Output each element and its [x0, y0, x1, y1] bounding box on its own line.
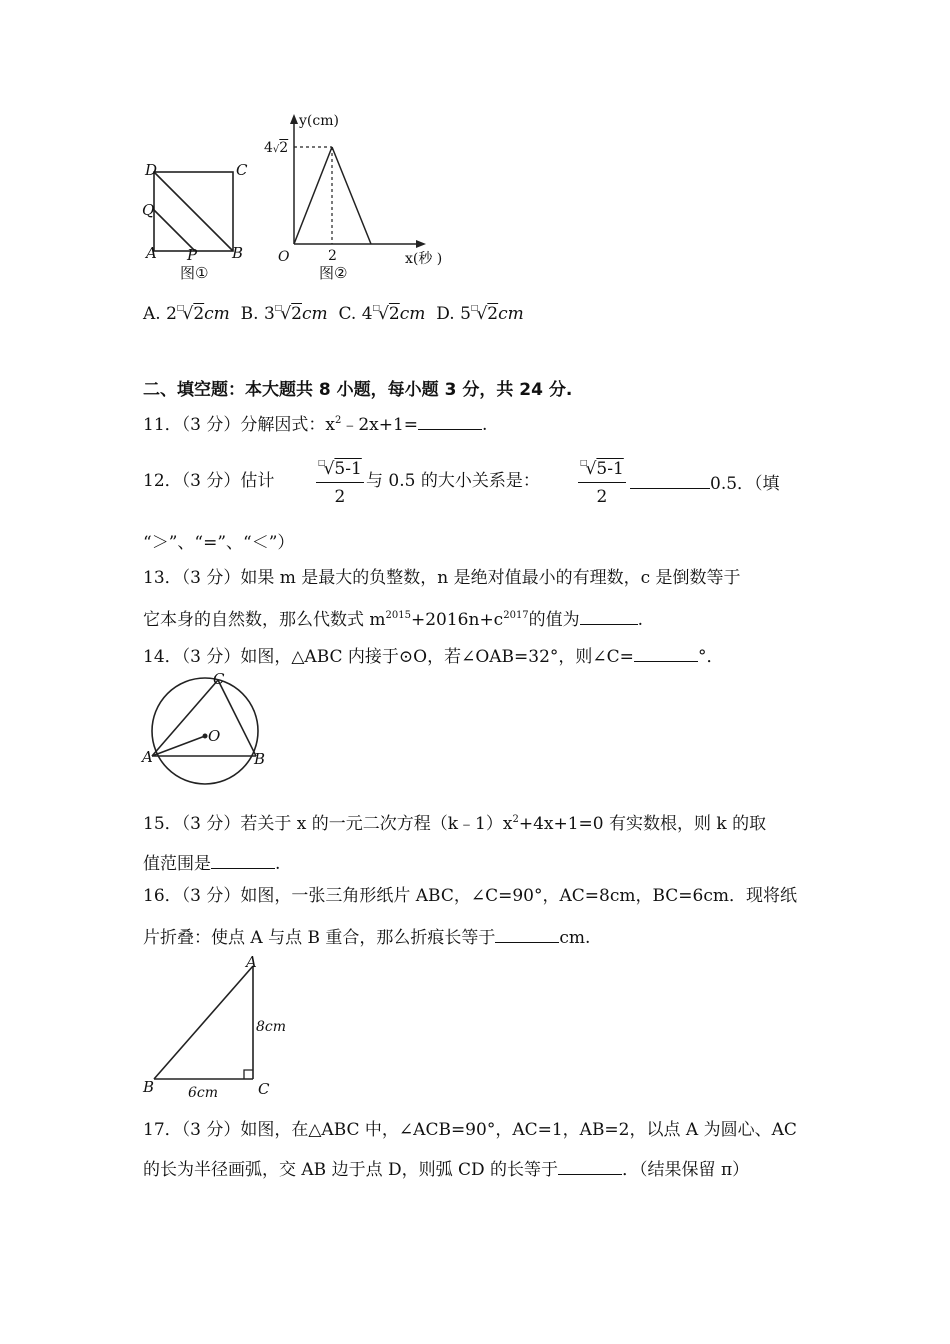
fig1-label-b: B	[232, 244, 244, 262]
q10-options	[143, 304, 524, 323]
question-11: 11．（3 分）分解因式：$x^2﹣2x+1=$ .	[143, 415, 488, 435]
answer-blank-12[interactable]	[630, 473, 710, 489]
fig2-origin: O	[278, 249, 290, 265]
fig16-label-bc: 6cm	[188, 1085, 219, 1101]
fig16-label-c: C	[258, 1080, 270, 1098]
fig1-caption: 图①	[180, 264, 209, 282]
fig14-label-c: C	[213, 670, 225, 688]
question-16-line2: 片折叠：使点 A 与点 B 重合，那么折痕长等于 cm.	[143, 928, 591, 948]
question-13-line2: 它本身的自然数，那么代数式 $m^{2015}+2016n+c^{2017}$的值为 .	[143, 610, 644, 630]
fig1-label-q: Q	[142, 201, 155, 219]
question-15-line1: 15．（3 分）若关于 x 的一元二次方程$(k﹣1)x^2+4x+1=0$ 有实数根，则 k 的取	[143, 814, 767, 834]
answer-blank-14[interactable]	[634, 646, 698, 662]
fig1-label-c: C	[236, 161, 248, 179]
fig16-label-b: B	[143, 1078, 155, 1096]
fig2-x-axis-label: x(秒 )	[405, 251, 443, 267]
fig14-label-a: A	[142, 748, 153, 766]
question-12-head: 12．（3 分）估计	[143, 471, 275, 491]
answer-blank-16[interactable]	[495, 927, 559, 943]
option-b: B. 3□√2cm	[240, 303, 328, 324]
fig16-label-a: A	[246, 953, 257, 971]
fig16-label-ac: 8cm	[256, 1019, 287, 1035]
question-17-line2: 的长为半径画弧，交 AB 边于点 D，则弧 CD 的长等于 ．（结果保留 π）	[143, 1160, 750, 1180]
fig2-x-tick: 2	[328, 248, 337, 264]
fig2-y-axis-label: y(cm)	[299, 113, 339, 129]
question-15-line2: 值范围是 .	[143, 854, 281, 874]
question-12-mid: 与 0.5 的大小关系是：	[366, 471, 540, 491]
section-2-heading: 二、填空题：本大题共 8 小题，每小题 3 分，共 24 分.	[143, 380, 573, 400]
fig2-y-tick: 4√2	[264, 140, 289, 156]
question-12-tail: 0.5．（填	[630, 473, 780, 493]
q12-fraction-1: $\frac{^□√5-1}{2}$	[318, 458, 362, 507]
question-16-line1: 16．（3 分）如图，一张三角形纸片 ABC，∠C=90°，AC=8cm，BC=6cm．现将纸	[143, 886, 797, 906]
fig1-label-p: P	[187, 246, 198, 264]
fig14-label-b: B	[254, 750, 266, 768]
fig2-caption: 图②	[319, 264, 348, 282]
answer-blank-15[interactable]	[211, 853, 275, 869]
option-d: D. 5□√2cm	[436, 303, 524, 324]
fig14-label-o: O	[208, 727, 221, 745]
option-c: C. 4□√2cm	[338, 303, 426, 324]
question-14: 14．（3 分）如图，△ABC 内接于⊙O，若∠OAB=32°，则∠C= °．	[143, 647, 724, 667]
question-12-line2: “＞”、“=”、“＜”）	[143, 533, 295, 553]
option-a: A. 2□√2cm	[143, 303, 230, 324]
fig1-label-a: A	[146, 244, 157, 262]
q12-fraction-2: $\frac{^□√5-1}{2}$	[580, 458, 624, 507]
answer-blank-11[interactable]	[418, 414, 482, 430]
figure-14-circle	[140, 670, 270, 790]
question-13-line1: 13．（3 分）如果 m 是最大的负整数，n 是绝对值最小的有理数，c 是倒数等于	[143, 568, 741, 588]
question-17-line1: 17．（3 分）如图，在△ABC 中，∠ACB=90°，AC=1，AB=2，以点 A 为圆心、AC	[143, 1120, 797, 1140]
answer-blank-13[interactable]	[580, 609, 638, 625]
answer-blank-17[interactable]	[558, 1159, 622, 1175]
fig1-label-d: D	[145, 161, 158, 179]
